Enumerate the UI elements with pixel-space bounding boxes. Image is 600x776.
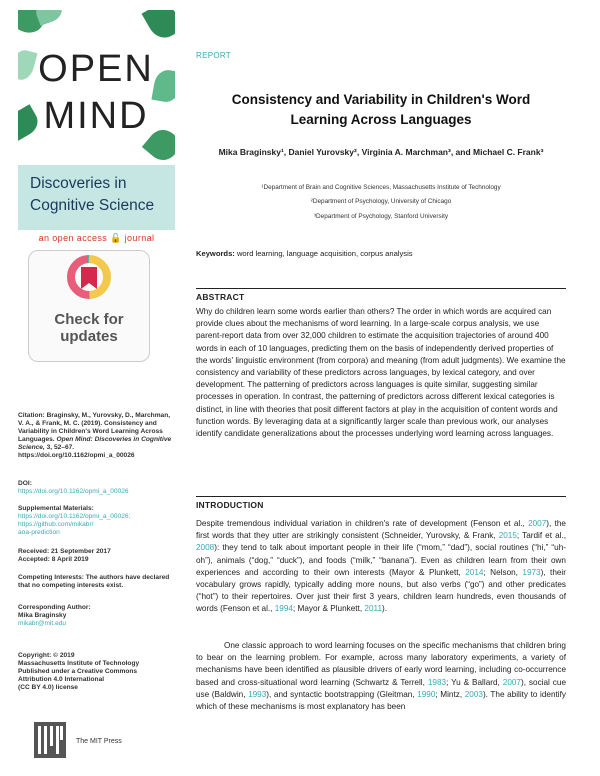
- dates-block: Received: 21 September 2017 Accepted: 8 April 2019: [18, 548, 111, 563]
- article-title: Consistency and Variability in Children's Word Learning Across Languages: [231, 92, 531, 127]
- mit-press-logo: [34, 720, 164, 762]
- email-link[interactable]: mikabr@mit.edu: [18, 620, 67, 627]
- intro-paragraph-2: One classic approach to word learning focuses on the specific mechanisms that children bring to bear on the learning problem. For example, across many laboratory experiments, a variety of mechanisms have been identified as plausible drivers of early word learning, including co-occurrence based and cross-situational word learning (Schwartz & Terrell, 1983; Yu & Ballard, 2007), social cue use (Baldwin, 1993), and syntactic bootstrapping (Gleitman, 1990; Mintz, 2003). The ability to identify which of these mechanisms is most explanatory has been: [196, 641, 567, 712]
- divider: [196, 288, 566, 289]
- journal-sidebar: [0, 0, 176, 776]
- abstract-text: Why do children learn some words earlier than others? The order in which words are acquired can provide clues about the mechanisms of word learning. In a large-scale corpus analysis, we use parent-report data from over 32,000 children to estimate the acquisition trajectories of around 400 words in each of 10 languages, predicting them on the basis of independently derived properties of the words' linguistic environment (from corpora) and meaning (from adult judgments). We examine the consistency and variability of these predictors across languages, by lexical category, and over development. The patterning of predictors across languages is quite similar, suggesting similar processes in operation. In contrast, the patterning of predictors across different lexical categories is distinct, in line with theories that posit different factors at play in the acquisition of content words and function words. By leveraging data at a significantly larger scale than previous work, our analyses identify candidate generalizations about the processes underlying word learning across languages.: [196, 307, 566, 439]
- divider: [196, 496, 566, 497]
- journal-subtitle: Discoveries in Cognitive Science: [30, 175, 155, 214]
- affiliation-3: ³Department of Psychology, Stanford University: [313, 213, 449, 220]
- publisher-name: The MIT Press: [76, 738, 122, 745]
- author-list: Mika Braginsky¹, Daniel Yurovsky², Virginia A. Marchman³, and Michael C. Frank³: [218, 147, 544, 157]
- supplemental-link-2[interactable]: https://github.com/mikabr/: [18, 521, 94, 528]
- doi-link[interactable]: https://doi.org/10.1162/opmi_a_00026: [18, 488, 129, 495]
- check-for-updates-button[interactable]: [28, 250, 150, 362]
- abstract-heading: ABSTRACT: [196, 292, 245, 302]
- article-main: [196, 0, 566, 776]
- open-access-label: an open access 🔓 journal: [38, 233, 155, 243]
- competing-interests: Competing Interests: The authors have declared that no competing interests exist.: [18, 574, 170, 589]
- mit-press-icon: [34, 722, 66, 758]
- copyright-block: Copyright: © 2019 Massachusetts Institute of Technology Published under a Creative Commons Attribution 4.0 International (CC BY 4.0) license: [18, 652, 140, 691]
- supplemental-link-1[interactable]: https://doi.org/10.1162/opmi_a_00026;: [18, 513, 131, 520]
- introduction-heading: INTRODUCTION: [196, 500, 264, 510]
- crossmark-icon: [67, 255, 111, 307]
- intro-paragraph-1: Despite tremendous individual variation in children's rate of development (Fenson et al., 2007), the first words that they utter are strikingly consistent (Schneider, Yurovsky, & Frank, 2015; Tardif et al., 2008): they tend to talk about important people in their life (“mom,” “dad”), social routines (“hi,” “uh-oh”), animals (“dog,” “duck”), and foods (“milk,” “banana”). Even as children learn from their own experiences and according to their own interests (Mayor & Plunkett, 2014; Nelson, 1973), their vocabulary grows rapidly, typically adding more nouns, but also verbs (“go”) and other predicates (“hot”) to their repertoires. Over just their first 3 years, children learn hundreds, even thousands of words (Fenson et al., 1994; Mayor & Plunkett, 2011).: [196, 519, 566, 614]
- supplemental-block: Supplemental Materials: https://doi.org/10.1162/opmi_a_00026; https://github.com/mikabr/ aoa-prediction: [18, 505, 131, 536]
- doi-block: DOI: https://doi.org/10.1162/opmi_a_00026: [18, 480, 129, 495]
- citation-block: Citation: Braginsky, M., Yurovsky, D., Marchman, V. A., & Frank, M. C. (2019). Consistency and Variability in Children's Word Learning Across Languages. Open Mind: Discoveries in Cognitive Science, 3, 52–67. https://doi.org/10.1162/opmi_a_00026: [18, 412, 172, 459]
- journal-name-mind: MIND: [43, 95, 149, 137]
- check-for-updates-label: Check for updates: [54, 311, 124, 345]
- affiliation-2: ²Department of Psychology, University of Chicago: [310, 198, 452, 205]
- corresponding-author: Corresponding Author: Mika Braginsky mikabr@mit.edu: [18, 604, 91, 627]
- affiliation-1: ¹Department of Brain and Cognitive Sciences, Massachusetts Institute of Technology: [261, 184, 501, 191]
- supplemental-link-3[interactable]: aoa-prediction: [18, 529, 60, 536]
- journal-logo: [18, 10, 175, 230]
- article-type: REPORT: [196, 51, 231, 60]
- keywords: Keywords: word learning, language acquisition, corpus analysis: [196, 249, 413, 258]
- journal-name-open: OPEN: [38, 48, 154, 90]
